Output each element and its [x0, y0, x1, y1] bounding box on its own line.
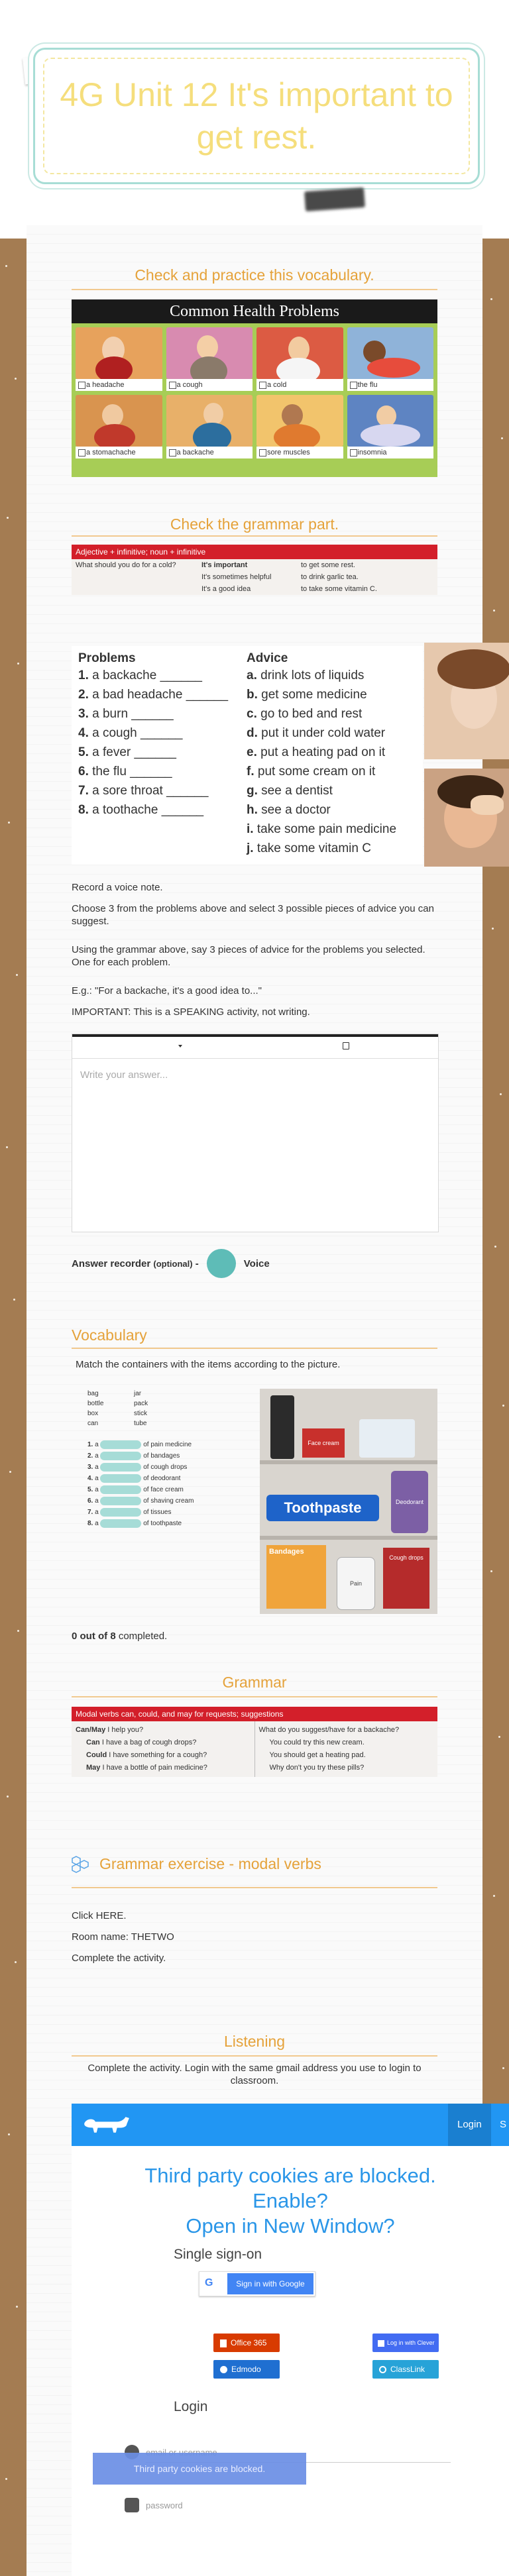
modal-verbs-table: [72, 1707, 437, 1777]
image-icon[interactable]: [343, 1042, 349, 1049]
click-here-link[interactable]: Click HERE.: [72, 1910, 127, 1921]
modal-exercise-title: Grammar exercise - modal verbs: [99, 1855, 321, 1872]
password-placeholder: password: [146, 2500, 183, 2510]
backache-picture: [166, 395, 253, 447]
record-button[interactable]: [207, 1249, 236, 1278]
face-cream-box: Face cream: [302, 1428, 345, 1458]
list-item: a. drink lots of liquids: [247, 669, 365, 682]
flu-picture: [347, 327, 434, 379]
label-cough: a cough: [166, 379, 253, 391]
container-matching-exercise: [72, 1389, 437, 1614]
table-cell: [76, 585, 201, 593]
answer-editor[interactable]: [72, 1034, 439, 1232]
drop-target[interactable]: [100, 1508, 141, 1517]
list-item: 6. the flu ______: [78, 765, 172, 778]
edmodo-button[interactable]: [213, 2360, 280, 2379]
list-item: 4. a of deodorant: [87, 1475, 181, 1482]
embed-top-bar: [72, 2104, 509, 2146]
list-item: 4. a cough ______: [78, 726, 183, 740]
list-item: 3. a of cough drops: [87, 1464, 188, 1471]
classlink-icon: [379, 2366, 386, 2373]
toast-text: Third party cookies are blocked.: [133, 2463, 266, 2474]
insomnia-picture: [347, 395, 434, 447]
pain-medicine-bottle: Pain: [337, 1557, 375, 1610]
cough-drops-bag: Cough drops: [383, 1548, 429, 1609]
edmodo-icon: [220, 2366, 227, 2373]
heading-underline: [72, 1887, 437, 1888]
sore-muscles-picture: [256, 395, 343, 447]
health-problems-image: [72, 299, 437, 477]
image-title: Common Health Problems: [72, 299, 437, 323]
instruction-text: Record a voice note.: [72, 882, 163, 893]
cookies-toast: [93, 2453, 306, 2485]
list-item: You should get a heating pad.: [269, 1751, 366, 1759]
label-sore-muscles: sore muscles: [256, 447, 343, 458]
table-row: [72, 571, 437, 583]
match-items-list: [87, 1439, 194, 1529]
heading-underline: [72, 535, 437, 537]
listening-heading: Listening: [223, 2033, 286, 2050]
word-bank-item: can: [87, 1420, 99, 1427]
headache-picture: [76, 327, 162, 379]
list-item: What do you suggest/have for a backache?: [258, 1726, 400, 1734]
advice-title: Advice: [247, 651, 288, 665]
list-item: Why don't you try these pills?: [269, 1764, 365, 1772]
word-bank-item: stick: [134, 1410, 147, 1417]
table-row: [72, 559, 437, 571]
classlink-button[interactable]: [372, 2360, 439, 2379]
heading-underline: [72, 1348, 437, 1349]
google-icon: G: [205, 2277, 213, 2288]
open-new-window-link[interactable]: Open in New Window?: [186, 2214, 395, 2237]
recorder-label: Answer recorder: [72, 1258, 151, 1269]
voice-label: Voice: [243, 1258, 270, 1269]
lock-icon: [125, 2498, 139, 2512]
heading-underline: [72, 289, 437, 290]
recorder-dash: -: [195, 1258, 199, 1269]
list-item: You could try this new cream.: [269, 1739, 365, 1746]
list-item: g. see a dentist: [247, 784, 333, 798]
drop-target[interactable]: [100, 1519, 141, 1528]
cough-picture: [166, 327, 253, 379]
list-item: f. put some cream on it: [247, 765, 376, 778]
tape-strip: [304, 188, 365, 211]
grammar-table: [72, 545, 437, 595]
chevron-down-icon[interactable]: [178, 1045, 182, 1047]
hexagon-icon: [72, 1856, 89, 1873]
man-photo: [424, 769, 509, 867]
advice-column: [247, 651, 396, 858]
list-item: 6. a of shaving cream: [87, 1497, 194, 1505]
medicine-cabinet-picture: [260, 1389, 437, 1614]
room-name-text: Room name: THETWO: [72, 1931, 174, 1943]
list-item: 8. a of toothpaste: [87, 1520, 182, 1527]
list-item: d. put it under cold water: [247, 726, 386, 740]
answer-input[interactable]: Write your answer...: [80, 1069, 168, 1081]
table-row: [72, 583, 437, 595]
office365-button[interactable]: [213, 2334, 280, 2352]
stomachache-picture: [76, 395, 162, 447]
title-card: [33, 48, 480, 184]
page-header: [0, 0, 509, 239]
drop-target[interactable]: [100, 1440, 141, 1449]
clever-button-label: Log in with Clever: [387, 2339, 435, 2346]
drop-target[interactable]: [100, 1485, 141, 1494]
table-cell: It's sometimes helpful: [201, 573, 272, 581]
list-item: 2. a bad headache ______: [78, 688, 229, 702]
list-item: j. take some vitamin C: [247, 841, 371, 855]
embed-login-button[interactable]: Login: [448, 2104, 491, 2146]
list-item: b. get some medicine: [247, 688, 367, 702]
word-bank-item: bag: [87, 1390, 99, 1397]
grammar-table-header: Adjective + infinitive; noun + infinitive: [72, 545, 437, 559]
complete-activity-text: Complete the activity.: [72, 1953, 166, 1964]
bandages-box: Bandages: [266, 1545, 326, 1609]
word-bank-item: pack: [134, 1400, 148, 1407]
sso-title: Single sign-on: [174, 2247, 262, 2262]
instruction-text: E.g.: "For a backache, it's a good idea to...": [72, 985, 262, 996]
clever-button[interactable]: [372, 2334, 439, 2352]
page-title: 4G Unit 12 It's important to get rest.: [60, 76, 453, 156]
label-flu: the flu: [347, 379, 434, 391]
list-item: 3. a burn ______: [78, 707, 174, 721]
list-item: 1. a of pain medicine: [87, 1441, 192, 1448]
enable-cookies-link[interactable]: Enable?: [253, 2189, 328, 2212]
label-cold: a cold: [256, 379, 343, 391]
list-item: 2. a of bandages: [87, 1452, 180, 1460]
google-sign-in-button[interactable]: [199, 2271, 315, 2296]
problems-column: [78, 651, 228, 820]
answer-recorder: [72, 1249, 270, 1278]
list-item: 8. a toothache ______: [78, 803, 204, 817]
problems-advice-box: [72, 646, 423, 865]
edmodo-button-label: Edmodo: [231, 2365, 261, 2374]
recorder-optional: (optional): [153, 1258, 193, 1269]
list-item: 5. a of face cream: [87, 1486, 184, 1493]
classlink-button-label: ClassLink: [390, 2365, 425, 2374]
instruction-text: Using the grammar above, say 3 pieces of advice for the problems you selected. One for each problem.: [72, 944, 425, 968]
word-bank-item: bottle: [87, 1400, 104, 1407]
drop-target[interactable]: [100, 1497, 141, 1505]
instruction-text: Choose 3 from the problems above and select 3 possible pieces of advice you can suggest.: [72, 903, 434, 927]
table-cell: [76, 573, 201, 581]
google-button-label: Sign in with Google: [227, 2273, 313, 2294]
editor-toolbar: [72, 1034, 438, 1059]
woman-photo: [424, 643, 509, 759]
listening-instruction: Complete the activity. Login with the same gmail address you use to login to classroom.: [87, 2063, 422, 2086]
completion-status: 0 out of 8 completed.: [72, 1631, 168, 1642]
list-item: 7. a of tissues: [87, 1509, 172, 1516]
toothpaste-tube: Toothpaste: [266, 1495, 379, 1521]
label-backache: a backache: [166, 447, 253, 458]
list-item: i. take some pain medicine: [247, 822, 397, 836]
password-field[interactable]: [146, 2500, 183, 2510]
modal-table-header: Modal verbs can, could, and may for requests; suggestions: [72, 1707, 437, 1721]
table-cell: It's important: [201, 561, 248, 569]
list-item: c. go to bed and rest: [247, 707, 363, 721]
word-bank-item: tube: [134, 1420, 147, 1427]
heading-underline: [72, 1696, 437, 1697]
suggestions-column: [255, 1721, 438, 1777]
drop-target[interactable]: [100, 1452, 141, 1460]
requests-column: [72, 1721, 255, 1777]
list-item: h. see a doctor: [247, 803, 331, 817]
dog-logo-icon: [81, 2112, 135, 2137]
modal-exercise-heading: [72, 1855, 321, 1873]
grammar-heading: Grammar: [222, 1674, 287, 1691]
table-cell: It's a good idea: [201, 585, 251, 593]
clever-icon: [378, 2340, 384, 2347]
label-stomachache: a stomachache: [76, 447, 162, 458]
office-button-label: Office 365: [231, 2338, 267, 2347]
instruction-text: IMPORTANT: This is a SPEAKING activity, not writing.: [72, 1006, 310, 1018]
list-item: Can I have a bag of cough drops?: [86, 1739, 197, 1746]
table-cell: to drink garlic tea.: [301, 573, 359, 581]
table-cell: to take some vitamin C.: [301, 585, 377, 593]
heading-underline: [72, 2055, 437, 2057]
vocab-heading: Check and practice this vocabulary.: [135, 266, 374, 284]
list-item: 7. a sore throat ______: [78, 784, 209, 798]
login-title: Login: [174, 2399, 208, 2414]
vocabulary-instruction: Match the containers with the items according to the picture.: [76, 1359, 341, 1370]
list-item: May I have a bottle of pain medicine?: [86, 1764, 207, 1772]
label-headache: a headache: [76, 379, 162, 391]
word-bank-item: jar: [134, 1390, 142, 1397]
table-cell: to get some rest.: [301, 561, 355, 569]
drop-target[interactable]: [100, 1474, 141, 1483]
list-item: 1. a backache ______: [78, 669, 203, 682]
label-insomnia: insomnia: [347, 447, 434, 458]
office-icon: [220, 2339, 227, 2347]
drop-target[interactable]: [100, 1463, 141, 1472]
word-bank-item: box: [87, 1410, 99, 1417]
grammar-check-heading: Check the grammar part.: [170, 515, 339, 533]
cold-picture: [256, 327, 343, 379]
embed-signup-button[interactable]: S: [500, 2119, 507, 2130]
list-item: Could I have something for a cough?: [86, 1751, 207, 1759]
list-item: Can/May I help you?: [76, 1726, 144, 1734]
deodorant-stick: Deodorant: [391, 1471, 428, 1533]
list-item: 5. a fever ______: [78, 745, 176, 759]
cookies-warning: Third party cookies are blocked.: [144, 2164, 436, 2187]
problems-title: Problems: [78, 651, 136, 665]
table-cell: What should you do for a cold?: [76, 561, 176, 569]
list-item: e. put a heating pad on it: [247, 745, 386, 759]
word-bank: [87, 1389, 174, 1428]
vocabulary-heading: Vocabulary: [72, 1326, 147, 1344]
